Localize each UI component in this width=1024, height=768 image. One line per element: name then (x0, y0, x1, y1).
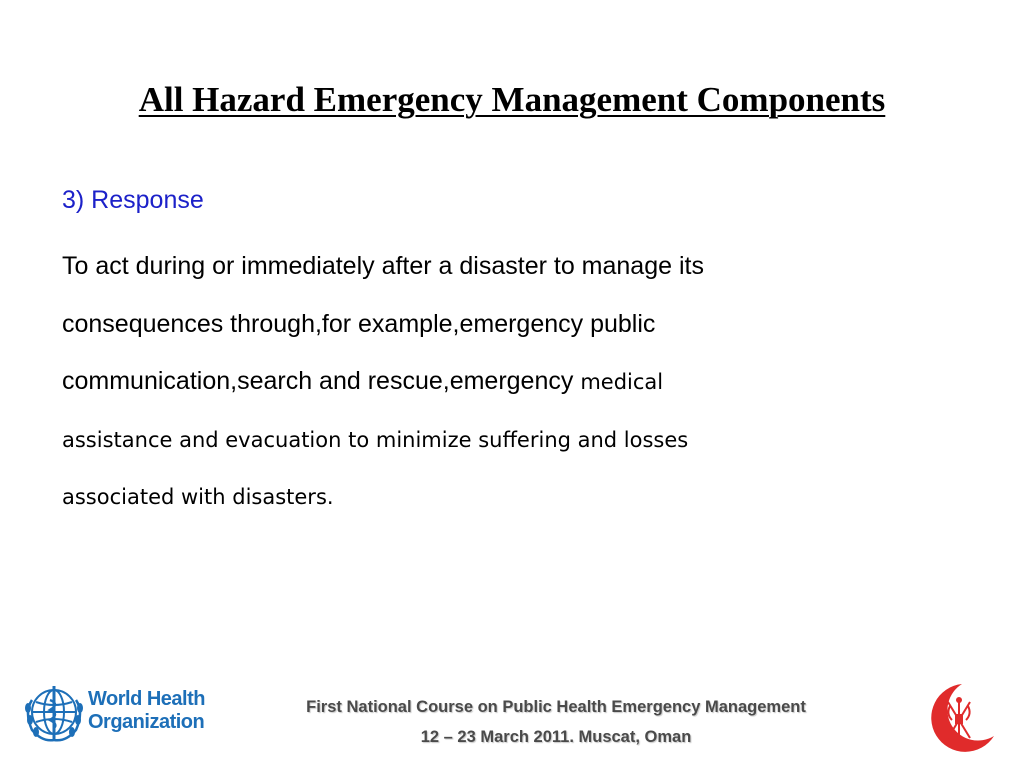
footer-date-location: 12 – 23 March 2011. Muscat, Oman (420, 728, 692, 746)
body-paragraph (62, 238, 942, 527)
who-logo-text (88, 688, 205, 734)
body-line (62, 353, 942, 412)
body-line-small-text: medical (580, 370, 664, 394)
red-crescent-icon (912, 680, 996, 756)
slide-title: All Hazard Emergency Management Components (138, 80, 886, 119)
body-line: associated with disasters. (62, 485, 334, 509)
footer-course-name: First National Course on Public Health Emergency Management (306, 698, 806, 716)
body-line-text: communication,search and rescue,emergency (62, 367, 574, 395)
body-line: To act during or immediately after a disaster to manage its (62, 252, 704, 280)
body-line: assistance and evacuation to minimize suffering and losses (62, 427, 689, 452)
who-logo-line: World Health (88, 688, 205, 710)
who-logo-line: Organization (88, 711, 205, 733)
body-line: consequences through,for example,emergency public (62, 309, 656, 338)
section-heading: 3) Response (62, 186, 204, 214)
